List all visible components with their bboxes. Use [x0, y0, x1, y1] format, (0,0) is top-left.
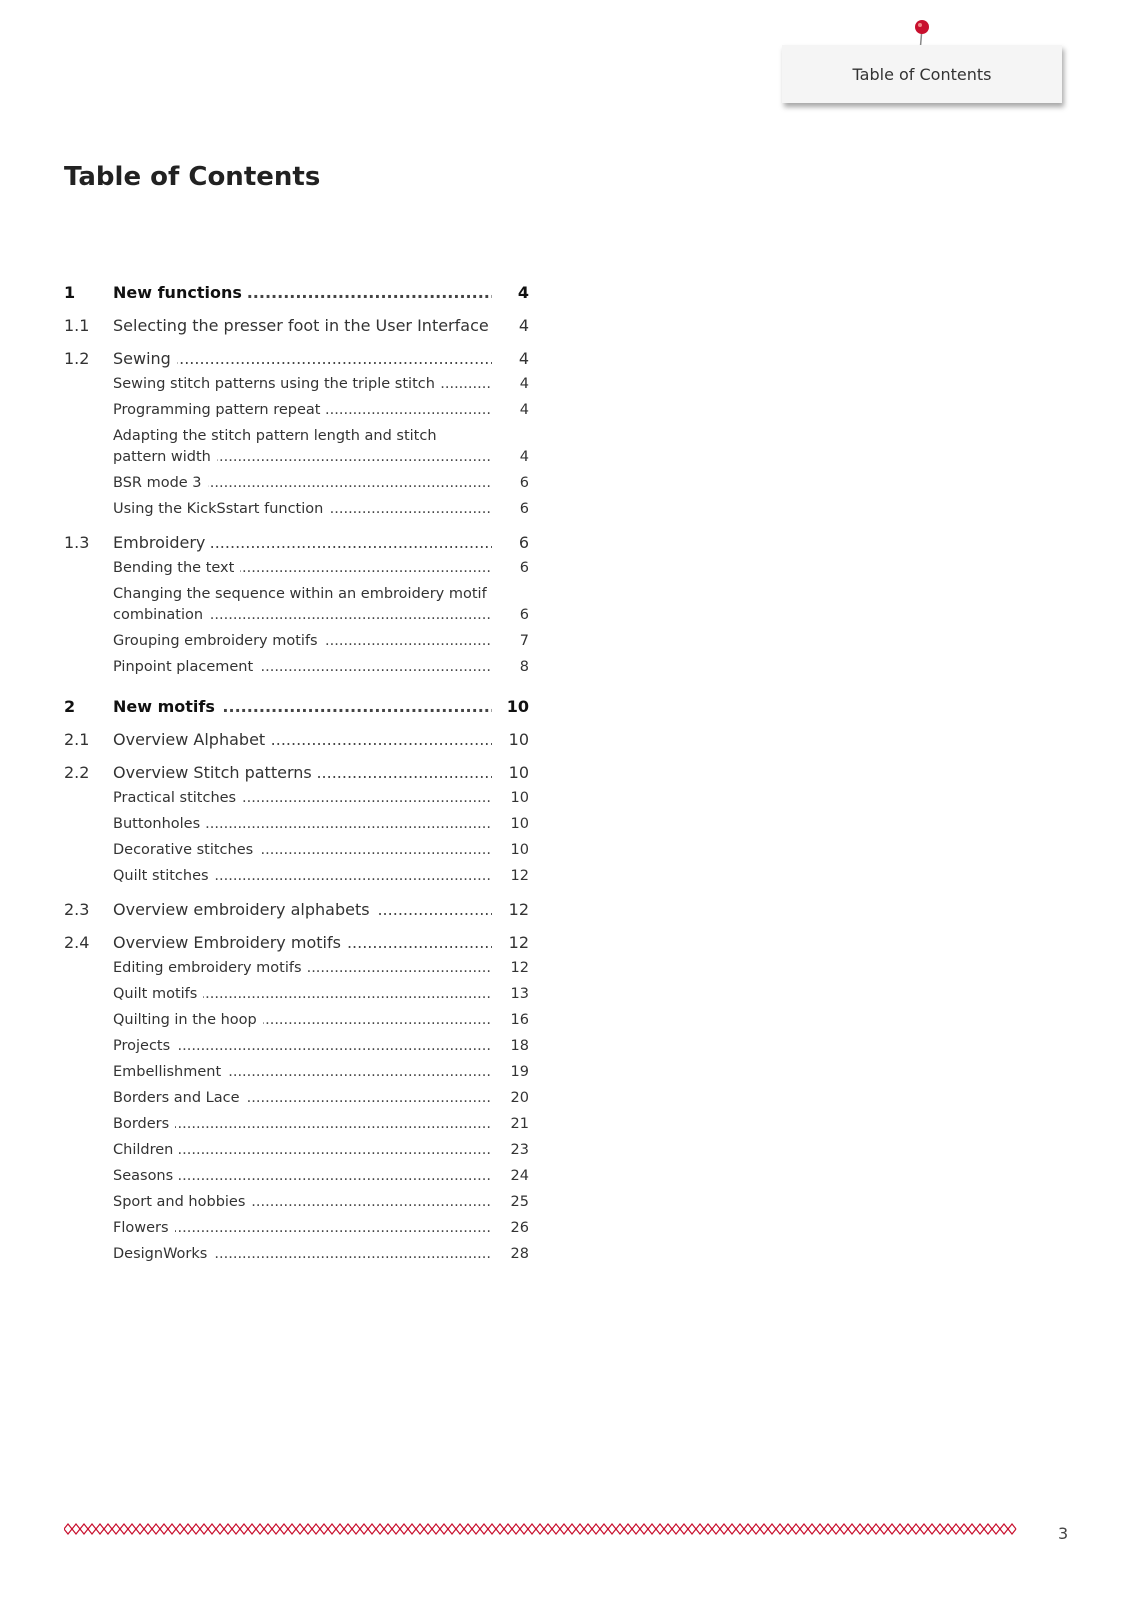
- toc-entry-title: [113, 696, 492, 717]
- page-number: 3: [1058, 1524, 1069, 1543]
- toc-entry-page: 4: [519, 449, 529, 465]
- toc-entry[interactable]: [64, 696, 529, 717]
- toc-entry-title: [113, 1088, 492, 1109]
- toc-entry-page: 8: [519, 659, 529, 675]
- toc-entry-title: [113, 532, 492, 553]
- toc-entry-label: Programming pattern repeat: [113, 402, 326, 418]
- toc-entry-number: 1: [64, 283, 76, 302]
- toc-entry[interactable]: [64, 932, 529, 953]
- toc-entry[interactable]: [64, 814, 529, 835]
- toc-entry-page: 18: [510, 1038, 529, 1054]
- toc-entry-page: 10: [506, 697, 529, 716]
- toc-entry-label: Quilting in the hoop: [113, 1012, 263, 1028]
- toc-entry-title: [113, 1218, 492, 1239]
- toc-entry[interactable]: [64, 558, 529, 579]
- toc-entry-page: 6: [519, 475, 529, 491]
- toc-entry-page: 6: [519, 560, 529, 576]
- toc-entry-title: [113, 866, 492, 887]
- toc-entry-title: [113, 788, 492, 809]
- toc-entry-label: Embroidery: [113, 533, 211, 552]
- toc-entry-number: 2.4: [64, 933, 90, 952]
- toc-entry[interactable]: [64, 1010, 529, 1031]
- toc-entry-page: 4: [517, 283, 529, 302]
- toc-entry[interactable]: [64, 866, 529, 887]
- toc-entry[interactable]: [64, 762, 529, 783]
- toc-entry-title: [113, 315, 492, 336]
- toc-entry[interactable]: [64, 1062, 529, 1083]
- toc-entry-page: 10: [508, 730, 529, 749]
- toc-entry-title: [113, 729, 492, 750]
- toc-entry-number: 2.3: [64, 900, 90, 919]
- toc-entry[interactable]: [64, 400, 529, 421]
- toc-entry-label: Sewing: [113, 349, 177, 368]
- toc-entry-number: 2.2: [64, 763, 90, 782]
- toc-entry-page: 20: [510, 1090, 529, 1106]
- toc-entry-label: Decorative stitches: [113, 842, 259, 858]
- toc-entry[interactable]: [64, 1192, 529, 1213]
- toc-entry[interactable]: [64, 315, 529, 336]
- toc-entry-number: 2: [64, 697, 76, 716]
- toc-entry-page: 12: [508, 900, 529, 919]
- toc-entry-title: [113, 984, 492, 1005]
- toc-entry-label: Quilt stitches: [113, 868, 215, 884]
- toc-entry-page: 23: [510, 1142, 529, 1158]
- toc-entry-label: Editing embroidery motifs: [113, 960, 308, 976]
- toc-entry-label: New functions: [113, 283, 248, 302]
- toc-entry-page: 10: [508, 763, 529, 782]
- toc-entry-page: 6: [519, 607, 529, 623]
- toc-entry-page: 4: [519, 402, 529, 418]
- toc-entry-title: [113, 1036, 492, 1057]
- toc-entry[interactable]: [64, 348, 529, 369]
- toc-entry[interactable]: [64, 788, 529, 809]
- toc-entry-label: Overview Stitch patterns: [113, 763, 318, 782]
- toc-entry[interactable]: [64, 729, 529, 750]
- toc-entry-title: [113, 1114, 492, 1135]
- page-title: Table of Contents: [64, 162, 321, 192]
- toc-entry-label: Using the KickSstart function: [113, 501, 329, 517]
- toc-entry-number: 1.3: [64, 533, 90, 552]
- table-of-contents: [64, 282, 529, 1265]
- toc-entry-page: 4: [518, 316, 529, 335]
- toc-entry-label: Overview embroidery alphabets: [113, 900, 376, 919]
- toc-entry-label: Changing the sequence within an embroidery motif combination: [113, 586, 487, 623]
- toc-entry-title: [113, 1010, 492, 1031]
- toc-entry-title: [113, 899, 492, 920]
- toc-entry-title: [113, 958, 492, 979]
- toc-entry-label: Overview Embroidery motifs: [113, 933, 347, 952]
- toc-entry-label: Sport and hobbies: [113, 1194, 251, 1210]
- toc-entry-page: 24: [510, 1168, 529, 1184]
- toc-entry[interactable]: [64, 532, 529, 553]
- toc-entry[interactable]: [64, 1140, 529, 1161]
- toc-entry-title: [113, 584, 492, 626]
- toc-entry-label: Children: [113, 1142, 179, 1158]
- toc-entry-title: [113, 426, 492, 468]
- toc-entry-label: New motifs: [113, 697, 221, 716]
- toc-entry[interactable]: [64, 899, 529, 920]
- toc-entry-title: [113, 282, 492, 303]
- toc-entry[interactable]: [64, 473, 529, 494]
- toc-entry-label: Sewing stitch patterns using the triple stitch: [113, 376, 441, 392]
- toc-entry-label: Bending the text: [113, 560, 240, 576]
- toc-entry-label: Borders and Lace: [113, 1090, 246, 1106]
- toc-entry-page: 6: [519, 501, 529, 517]
- toc-entry-page: 12: [510, 960, 529, 976]
- toc-entry[interactable]: [64, 958, 529, 979]
- toc-entry-page: 26: [510, 1220, 529, 1236]
- toc-entry-label: DesignWorks: [113, 1246, 213, 1262]
- toc-entry[interactable]: [64, 374, 529, 395]
- toc-entry-title: [113, 932, 492, 953]
- toc-entry-page: 21: [510, 1116, 529, 1132]
- toc-entry[interactable]: [64, 1244, 529, 1265]
- toc-entry-number: 1.1: [64, 316, 90, 335]
- toc-entry-page: 10: [510, 816, 529, 832]
- toc-entry-title: [113, 631, 492, 652]
- toc-entry-label: Borders: [113, 1116, 175, 1132]
- toc-entry-title: [113, 499, 492, 520]
- toc-entry-page: 12: [508, 933, 529, 952]
- header-tab-label: Table of Contents: [852, 64, 992, 84]
- toc-entry-title: [113, 814, 492, 835]
- toc-entry-number: 2.1: [64, 730, 90, 749]
- toc-entry-page: 19: [510, 1064, 529, 1080]
- toc-entry-title: [113, 473, 492, 494]
- toc-entry-label: Projects: [113, 1038, 176, 1054]
- toc-entry[interactable]: [64, 840, 529, 861]
- toc-entry-title: [113, 840, 492, 861]
- toc-entry-label: Embellishment: [113, 1064, 227, 1080]
- toc-entry-title: [113, 1166, 492, 1187]
- header-tab: [782, 45, 1062, 103]
- toc-entry-label: Overview Alphabet: [113, 730, 271, 749]
- toc-entry-page: 13: [510, 986, 529, 1002]
- toc-entry-page: 10: [510, 842, 529, 858]
- toc-entry[interactable]: [64, 1218, 529, 1239]
- toc-entry-title: [113, 348, 492, 369]
- toc-entry-title: [113, 1192, 492, 1213]
- toc-entry-title: [113, 1062, 492, 1083]
- toc-entry-label: Buttonholes: [113, 816, 206, 832]
- toc-entry-page: 16: [510, 1012, 529, 1028]
- toc-entry-title: [113, 762, 492, 783]
- toc-entry-label: Adapting the stitch pattern length and stitch pattern width: [113, 428, 437, 465]
- toc-entry[interactable]: [64, 584, 529, 626]
- toc-entry-label: Seasons: [113, 1168, 179, 1184]
- toc-entry-page: 4: [518, 349, 529, 368]
- toc-entry-label: Selecting the presser foot in the User Interface: [113, 316, 492, 335]
- toc-entry-page: 7: [519, 633, 529, 649]
- toc-entry-title: [113, 657, 492, 678]
- toc-entry[interactable]: [64, 282, 529, 303]
- toc-entry-page: 10: [510, 790, 529, 806]
- toc-entry-page: 4: [519, 376, 529, 392]
- toc-entry[interactable]: [64, 1114, 529, 1135]
- toc-entry[interactable]: [64, 1036, 529, 1057]
- toc-entry[interactable]: [64, 1166, 529, 1187]
- toc-entry[interactable]: [64, 984, 529, 1005]
- toc-entry-title: [113, 374, 492, 395]
- toc-entry-label: Flowers: [113, 1220, 175, 1236]
- toc-entry-title: [113, 558, 492, 579]
- toc-entry-label: Pinpoint placement: [113, 659, 259, 675]
- toc-entry[interactable]: [64, 1088, 529, 1109]
- toc-entry-page: 6: [518, 533, 529, 552]
- toc-entry-label: Grouping embroidery motifs: [113, 633, 324, 649]
- toc-entry-page: 12: [510, 868, 529, 884]
- toc-entry-label: Practical stitches: [113, 790, 242, 806]
- toc-entry-title: [113, 1140, 492, 1161]
- toc-entry-label: BSR mode 3: [113, 475, 208, 491]
- toc-entry[interactable]: [64, 426, 529, 468]
- toc-entry-title: [113, 400, 492, 421]
- toc-entry-label: Quilt motifs: [113, 986, 203, 1002]
- toc-entry-page: 28: [510, 1246, 529, 1262]
- toc-entry[interactable]: [64, 657, 529, 678]
- toc-entry-number: 1.2: [64, 349, 90, 368]
- toc-entry-page: 25: [510, 1194, 529, 1210]
- toc-entry-title: [113, 1244, 492, 1265]
- toc-entry[interactable]: [64, 631, 529, 652]
- zigzag-stitch-band: [64, 1522, 1019, 1536]
- toc-entry[interactable]: [64, 499, 529, 520]
